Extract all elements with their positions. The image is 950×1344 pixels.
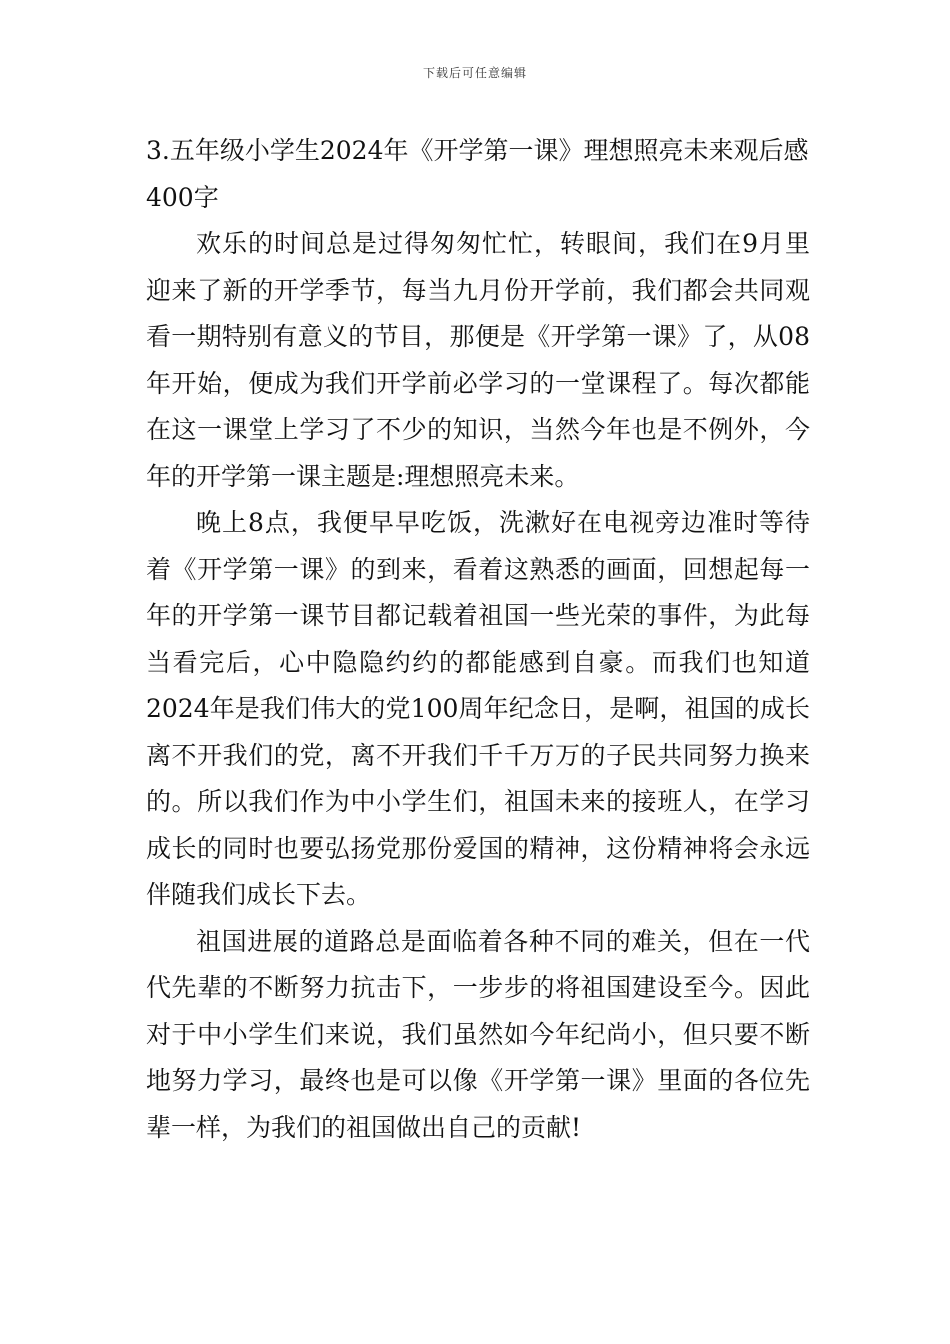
article-title: 3.五年级小学生2024年《开学第一课》理想照亮未来观后感400字: [146, 136, 809, 212]
article-paragraph-3: 祖国进展的道路总是面临着各种不同的难关，但在一代代先辈的不断努力抗击下，一步步的将祖国建设至今。因此对于中小学生们来说，我们虽然如今年纪尚小，但只要不断地努力学习，最终也是可以像《开学第一课》里面的各位先辈一样，为我们的祖国做出自己的贡献!: [146, 926, 810, 1142]
page-header-note: 下载后可任意编辑: [422, 66, 527, 80]
article-paragraph-2: 晚上8点，我便早早吃饭，洗漱好在电视旁边准时等待着《开学第一课》的到来，看着这熟悉的画面，回想起每一年的开学第一课节目都记载着祖国一些光荣的事件，为此每当看完后，心中隐隐约约的都能感到自豪。而我们也知道2024年是我们伟大的党100周年纪念日，是啊，祖国的成长离不开我们的党，离不开我们千千万万的子民共同努力换来的。所以我们作为中小学生们，祖国未来的接班人，在学习成长的同时也要弘扬党那份爱国的精神，这份精神将会永远伴随我们成长下去。: [146, 508, 810, 909]
article-body: [146, 128, 810, 1151]
article-paragraph-1: 欢乐的时间总是过得匆匆忙忙，转眼间，我们在9月里迎来了新的开学季节，每当九月份开学前，我们都会共同观看一期特别有意义的节目，那便是《开学第一课》了，从08年开始，便成为我们开学前必学习的一堂课程了。每次都能在这一课堂上学习了不少的知识，当然今年也是不例外，今年的开学第一课主题是:理想照亮未来。: [146, 229, 810, 491]
